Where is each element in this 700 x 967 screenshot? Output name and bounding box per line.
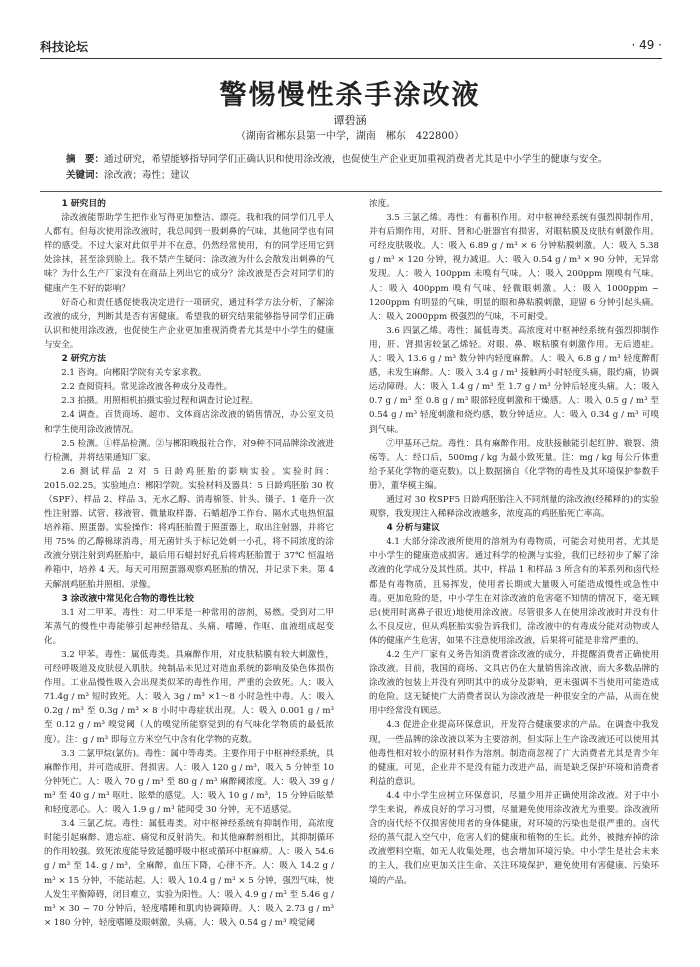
author-name: 谭碧涵	[333, 114, 367, 127]
right-column	[369, 197, 659, 888]
abstract	[66, 152, 634, 168]
paragraph: 4.2 生产厂家有义务告知消费者涂改液的成分，并提醒消费者正确使用涂改液。目前，我国的商场、文具店仍在大量销售涂改液，而大多数品牌的涂改液的包装上并没有列明其中的成分及影响，更未强调不当使用可能造成的危险。这无疑使广大消费者误认为涂改液是一种很安全的产品，从而在使用中经常没有顾忌。	[369, 650, 659, 717]
paragraph: 3.6 四氯乙烯。毒性：属低毒类。高浓度对中枢神经系统有强烈抑制作用，肝、肾损害较氯乙烯轻。对眼、鼻、喉粘膜有刺激作用。无后遗症。人：吸入 13.6 g / m³ 数分钟内轻度麻醉。人：吸入 6.8 g / m³ 轻度醉酊感，未发生麻醉。人：吸入 3.4 g / m³ 接触两小时轻度头痛，眼灼痛，协调运动障碍。人：吸入 1.4 g / m³ 至 1.7 g / m³ 分钟后轻度头痛。人：吸入 0.7 g / m³ 至 0.8 g / m³ 眼部轻度刺激和干燥感。人：吸入 0.5 g / m³ 至 0.54 g / m³ 轻度刺激和烧灼感，数分钟适应。人：吸入 0.34 g / m³ 可嗅到气味。	[369, 325, 659, 435]
article-title: 警惕慢性杀手涂改液	[219, 80, 481, 111]
section-heading: 3 涂改液中常见化合物的毒性比较	[61, 593, 194, 604]
paragraph: 通过对 30 枚SPF5 日龄鸡胚胎注入不同剂量的涂改液(经稀释的)的实验观察，我发现注入稀释涂改液越多，浓度高的鸡胚胎死亡率高。	[369, 494, 659, 520]
paragraph: 2.4 调查。百货商场、超市、文体商店涂改液的销售情况，办公室文员和学生使用涂改液情况。	[44, 410, 334, 435]
paragraph: 涂改液能帮助学生把作业写得更加整洁、漂亮。我和我的同学们几乎人人都有。但每次使用涂改液时，我总闻到一股刺鼻的气味，其他同学也有同样的感受。不过大家对此似乎并不在意，仍然经常使用，有的同学还用它到处涂抹，甚至涂到脸上。我不禁产生疑问：涂改液为什么会散发出刺鼻的气味？为什么生产厂家没有在商品上列出它的成分？涂改液是否会对同学们的健康产生不好的影响？	[44, 213, 334, 294]
abstract-label: 摘 要：	[66, 154, 105, 165]
paragraph: 2.3 拍摄。用照相机拍摄实验过程和调查讨论过程。	[61, 396, 259, 407]
keywords	[66, 168, 634, 184]
paragraph: 3.5 三氯乙烯。毒性：有蓄积作用。对中枢神经系统有强烈抑制作用，并有后期作用，对肝、肾和心脏器官有损害，对眼粘膜及皮肤有刺激作用。可经皮肤吸收。人：吸入 6.89 g / m³ × 6 分钟粘膜刺激。人：吸入 5.38 g / m³ × 120 分钟，视力减退。人：吸入 0.54 g / m³ × 90 分钟，无异常发现。人：吸入 100ppm 未嗅有气味。人：吸入 200ppm 刚嗅有气味。人：吸入 400ppm 嗅有气味，轻微眼刺激。人：吸入 1000ppm ~ 1200ppm 有明显的气味，明显的眼和鼻粘膜刺激，迎留 6 分钟引起头痛。人：吸入 2000ppm 极强烈的气味，不可耐受。	[369, 213, 659, 322]
paragraph: 4.1 大部分涂改液所使用的溶剂为有毒物质，可能会对使用者，尤其是中小学生的健康造成损害。通过科学的检测与实验，我们已经初步了解了涂改液的化学成分及其性质。其中，样品 1 和样品 3 所含有的苯系列和卤代烃都是有毒物质，且易挥发，使用者长期或大量吸入可能造成慢性或急性中毒。更加危险的是，中小学生在对涂改液的危害毫不知情的情况下，毫无顾忌(使用时离鼻子很近)地使用涂改液。尽管很多人在使用涂改液时并没有什么不良反应，但从鸡胚胎实验告诉我们，涂改液中的有毒成分能对动物或人体的健康产生危害，如果不注意使用涂改液，后果将可能是非常严重的。	[369, 537, 659, 646]
paragraph: ⑦甲基环己烷。毒性：具有麻醉作用。皮肤接触能引起红肿、皲裂、溃疡等。人：经口后，500mg / kg 为最小致死量。注：mg / kg 每公斤体重给予某化学物的毫克数)。以上数据摘自《化学物的毒性及其环境保护参数手册》，董华模主编。	[369, 438, 659, 491]
left-column	[44, 197, 334, 930]
section-heading: 4 分析与建议	[386, 523, 440, 534]
paragraph: 3.1 对二甲苯。毒性：对二甲苯是一种常用的溶剂，易燃。受到对二甲苯蒸气的慢性中毒能够引起神经错乱、头痛、嗜睡、作呕、血液组成起变化。	[44, 607, 334, 646]
section-heading: 2 研究方法	[61, 354, 106, 365]
paragraph: 2.6 测试样品 2 对 5 日龄鸡胚胎的影响实验。实验时间：2015.02.25。实验地点：郴阳学院。实验材料及器具：5 日龄鸡胚胎 30 枚（SPF）、样品 2、样品 3、无水乙醇、消毒棉签、针头、镊子、1 毫升一次性注射器、试管、移液管、微量取样器、石蜡超净工作台、隔水式电热恒温培养箱、照蛋器。实验操作：将鸡胚胎置于照蛋器上，取出注射器，并将它用 75% 的乙醇棉球消毒，用无菌针头于标记处刺一小孔，将不同浓度的涂改液分别注射到鸡胚胎中，最后用石蜡封好孔后将鸡胚胎置于 37℃ 恒温培养箱中，培养 4 天。每天可用照蛋器观察鸡胚胎的情况，并记录下来。第 4 天解剖鸡胚胎并照相、录像。	[44, 466, 334, 590]
section-heading: 1 研究目的	[61, 199, 106, 209]
column-name: 科技论坛	[40, 40, 89, 54]
paragraph: 2.5 检测。①样品检测。②与郴阳晚报社合作，对9种不同品牌涂改液进行检测，并将结果通知厂家。	[44, 438, 334, 463]
abstract-block	[66, 152, 634, 184]
keywords-label: 关键词：	[66, 170, 105, 181]
paragraph: 2.2 查阅资料。常见涂改液各种成分及毒性。	[61, 382, 233, 393]
abstract-divider	[40, 191, 662, 192]
author-affiliation: （湖南省郴东县第一中学，湖南 郴东 422800）	[235, 131, 465, 142]
paragraph: 3.2 甲苯。毒性：属低毒类。具麻醉作用，对皮肤粘膜有较大刺激性，可经呼吸道及皮肤侵入肌肤。纯制品未见过对造血系统的影响及染色体损伤作用。工业品慢性吸入会出现类似苯的毒性作用，严重的会致死。人：吸入 71.4g / m³ 短时致死。人：吸入 3g / m³ ×1～8 小时急性中毒。人：吸入 0.2g / m³ 至 0.3g / m³ × 8 小时中毒症状出现。人：吸入 0.001 g / m³ 至 0.12 g / m³ 嗅觉阈（人的嗅觉所能察觉到的有气味化学物质的最低浓度）。注：g / m³ 即每立方米空气中含有化学物的克数。	[44, 650, 334, 745]
running-header	[40, 36, 662, 59]
keywords-text: 涂改液；毒性；建议	[104, 170, 190, 181]
paragraph: 4.4 中小学生应树立环保意识，尽量少用并正确使用涂改液。对于中小学生来说，养成良好的学习习惯，尽量避免使用涂改液尤为重要。涂改液所含的卤代烃不仅损害使用者的身体健康，对环境的污染也是很严重的。卤代烃的蒸气混入空气中，危害人们的健康和植物的生长。此外，被抛弃掉的涂改液塑料空瓶，如无人收集处理，也会增加环境污染。中小学生是社会未来的主人，我们应更加关注生命、关注环境保护，避免使用有害健康、污染环境的产品。	[369, 790, 659, 886]
paragraph: 3.4 三氯乙烷。毒性：属低毒类。对中枢神经系统有抑制作用，高浓度时能引起麻醉、遗忘症、痛觉和反射消失。和其他麻醉剂相比，其抑制循环的作用较强。致死浓度能导致延髓呼吸中枢或循环中枢麻痹。人：吸入 54.6 g / m³ 至 14. g / m³，全麻醉，血压下降，心律不齐。人：吸入 14.2 g / m³ × 15 分钟，不能站起。人：吸入 10.4 g / m³ × 5 分钟，强烈气味，使人发生平衡障碍，闭目难立，实验为阳性。人：吸入 4.9 g / m³ 至 5.46 g / m³ × 30 ~ 70 分钟后，轻度嗜睡和肌肉协调障碍。人：吸入 2.73 g / m³ × 180 分钟，轻度嗜睡及眼刺激，头痛。人：吸入 0.54 g / m³ 嗅觉阈	[44, 819, 334, 928]
paragraph: 2.1 咨询。向郴阳学院有关专家求教。	[61, 368, 207, 379]
paragraph: 好奇心和责任感促使我决定进行一项研究，通过科学方法分析，了解涂改液的成分，判断其是否有害健康。希望我的研究结果能够指导同学们正确认识和使用涂改液，也促使生产企业更加重视消费者尤其是中小学生的健康与安全。	[44, 297, 334, 350]
paragraph: 4.3 促进企业提高环保意识，开发符合健康要求的产品。在调查中我发现，一些品牌的涂改液以苯为主要溶剂，但实际上生产涂改液还可以使用其他毒性相对较小的原材料作为溶剂。制造商忽视了广大消费者尤其是青少年的健康。可见，企业并不是没有能力改进产品，而是缺乏保护环境和消费者利益的意识。	[369, 720, 659, 787]
paragraph: 浓度。	[369, 199, 395, 209]
abstract-text: 通过研究，希望能够指导同学们正确认识和使用涂改液，也促使生产企业更加重视消费者尤其是中小学生的健康与安全。	[104, 154, 608, 165]
paragraph: 3.3 二氯甲烷(氯仿)。毒性：属中等毒类。主要作用于中枢神经系统，具麻醉作用，并可造成肝、肾损害。人：吸入 120 g / m³，吸入 5 分钟至 10 分钟死亡。人：吸入 70 g / m³ 至 80 g / m³ 麻醉阈浓度。人：吸入 39 g / m³ 至 40 g / m³ 呕吐、眩晕的感觉。人：吸入 10 g / m³，15 分钟后眩晕和轻度恶心。人：吸入 1.9 g / m³ 能闻受 30 分钟，无不适感觉。	[44, 748, 334, 816]
page-number: · 49 ·	[631, 38, 662, 52]
